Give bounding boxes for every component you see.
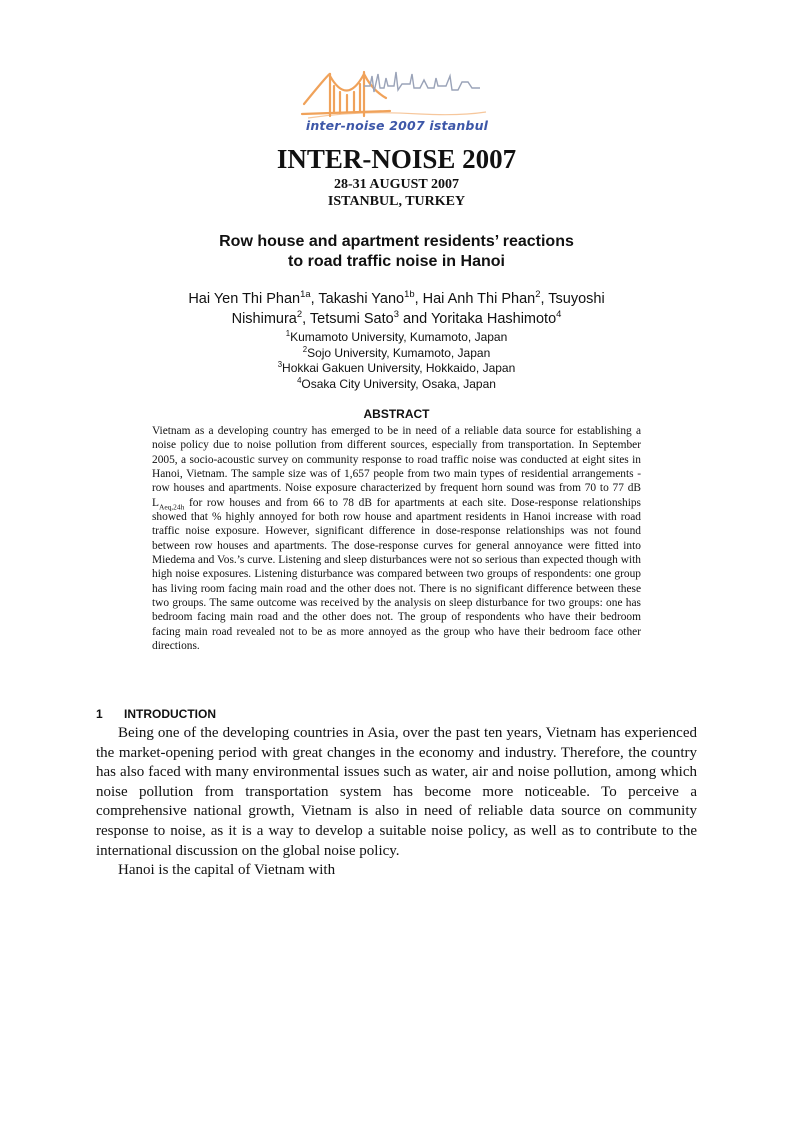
affiliation [0, 361, 793, 377]
affiliation-mark: 4 [297, 375, 302, 385]
affiliation-mark: 1 [285, 329, 291, 338]
author-affiliation-mark: 4 [556, 308, 562, 320]
logo-wordmark: inter-noise 2007 istanbul [305, 118, 489, 133]
author-affiliation-mark: 1b [404, 288, 415, 300]
author-list [150, 289, 643, 329]
author-name: Tetsumi Sato [309, 311, 394, 327]
affiliation-text: Sojo University, Kumamoto, Japan [307, 345, 491, 360]
author [309, 308, 431, 327]
paper-title-line-1: Row house and apartment residents’ reactions [219, 233, 574, 250]
abstract-body [152, 424, 641, 654]
introduction-paragraph-1: Being one of the developing countries in Asia, over the past ten years, Vietnam has experienced the market-opening period with great changes in the economy and industry. Therefore, the country has also faced with many environmental issues such as water, air and noise pollution, among which noise pollution from transportation system has become more noticeable. To perceive a comprehensive national growth, Vietnam is also in need of reliable data source on community response to noise, as it is a way to develop a suitable noise policy, as well as to contribute to the international discussion on the global noise policy. [96, 725, 697, 859]
affiliation-mark: 3 [277, 360, 283, 369]
waveform-icon [364, 72, 480, 92]
abstract-text-part-2: for row houses and from 66 to 78 dB for apartments at each site. Dose-response relationships showed that % highly annoyed for both row house and apartment residents in Hanoi increase with road traffic noise exposure. However, significant difference in dose-response relationships was not found between row houses and apartments. The dose-response curves for general annoyance were fitted into Miedema and Vos.’s curve. Listening and sleep disturbances were not so serious than expected though with high noise exposures. Listening disturbance was compared between two groups of respondents: one group has living room facing main road and the other does not. There is no significant difference between these two groups. The same outcome was received by the analysis on sleep disturbance for two groups: one has bedroom facing main road and the other does not. The group of respondents who have their bedroom facing main road revealed not to be as more annoyed as the group who have their bedroom face other directions. [152, 496, 641, 653]
author-name: Tsuyoshi Nishimura [231, 291, 605, 327]
section-title: INTRODUCTION [124, 707, 216, 721]
paper-title-line-2: to road traffic noise in Hanoi [288, 253, 505, 270]
author-name: Hai Yen Thi Phan [188, 291, 301, 307]
author-affiliation-mark: 2 [296, 308, 303, 320]
conference-title: INTER-NOISE 2007 [276, 144, 517, 174]
author-name: Hai Anh Thi Phan [422, 291, 536, 307]
abstract-heading: ABSTRACT [363, 407, 430, 421]
introduction-paragraph-2: Hanoi is the capital of Vietnam with [118, 862, 336, 878]
author-name: Yoritaka Hashimoto [430, 311, 557, 327]
section-heading-introduction [96, 707, 216, 721]
affiliation-text: Kumamoto University, Kumamoto, Japan [290, 330, 508, 344]
author-separator: , [414, 291, 423, 307]
affiliation [0, 377, 793, 393]
affiliation [0, 346, 793, 362]
conference-location: ISTANBUL, TURKEY [327, 194, 466, 209]
section-number: 1 [96, 707, 103, 721]
affiliation-text: Osaka City University, Osaka, Japan [301, 376, 496, 391]
affiliation [0, 330, 793, 346]
author [318, 288, 423, 307]
author-affiliation-mark: 1a [300, 288, 311, 300]
author [430, 308, 562, 327]
author-affiliation-mark: 3 [393, 308, 399, 320]
author-affiliation-mark: 2 [535, 288, 541, 300]
author-separator: and [398, 311, 431, 327]
abstract-metric-subscript: Aeq,24h [158, 502, 185, 511]
author [188, 288, 319, 307]
author-name: Takashi Yano [318, 291, 405, 307]
conference-date: 28-31 AUGUST 2007 [334, 177, 459, 192]
affiliation-text: Hokkai Gakuen University, Hokkaido, Japan [282, 361, 516, 375]
author-separator: , [310, 291, 319, 307]
paper-title [0, 232, 793, 272]
author-separator: , [540, 291, 549, 307]
affiliation-mark: 2 [302, 344, 308, 354]
author-separator: , [302, 311, 310, 327]
author [422, 288, 549, 307]
abstract-text-part-1: Vietnam as a developing country has emerged to be in need of a reliable data source for establishing a noise policy due to noise pollution from different sources, especially from transportation. In September 2005, a socio-acoustic survey on community response to road traffic noise was conducted at eight sites in Hanoi, Vietnam. The sample size was of 1,657 people from two main types of residential arrangements - row houses and apartments. Noise exposure characterized by frequent horn sound was from 70 to 77 dB L [152, 425, 641, 509]
